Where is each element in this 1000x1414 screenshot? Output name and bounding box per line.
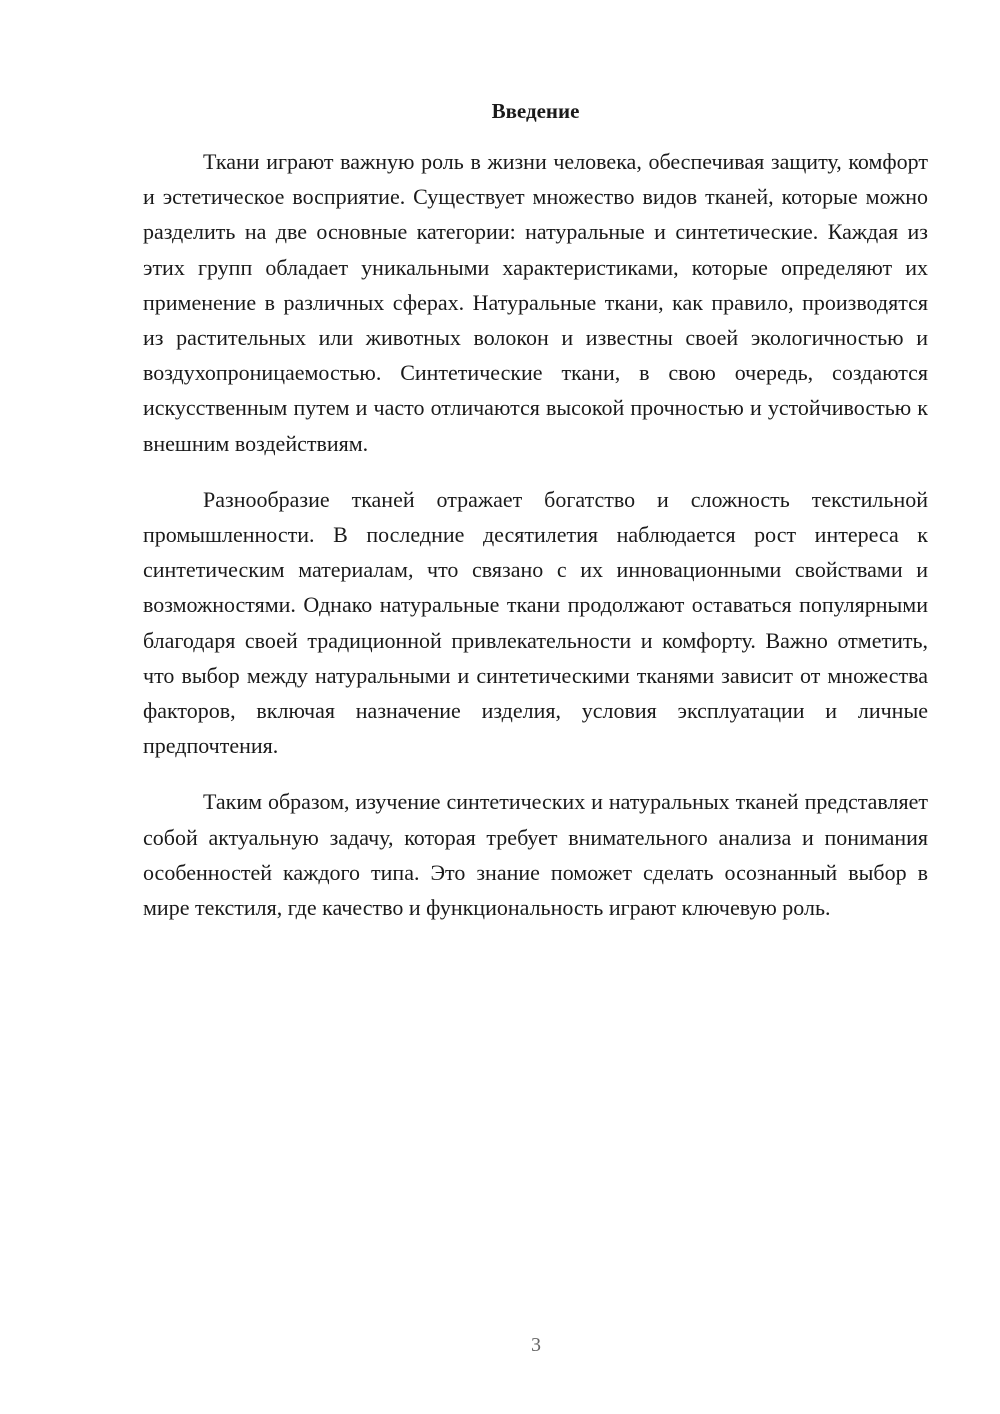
paragraph-conclusion: Таким образом, изучение синтетических и натуральных тканей представляет собой актуальную задачу, которая требует внимательного анализа и понимания особенностей каждого типа. Это знание поможет сделать осознанный выбор в мире текстиля, где качество и функциональность играют ключевую роль. <box>143 789 928 921</box>
paragraph-intro: Ткани играют важную роль в жизни человека, обеспечивая защиту, комфорт и эстетическое восприятие. Существует множество видов тканей, которые можно разделить на две основные категории: натуральные и синтетические. Каждая из этих групп обладает уникальными характеристиками, которые определяют их применение в различных сферах. Натуральные ткани, как правило, производятся из растительных или животных волокон и известны своей экологичностью и воздухопроницаемостью. Синтетические ткани, в свою очередь, создаются искусственным путем и часто отличаются высокой прочностью и устойчивостью к внешним воздействиям. <box>143 149 928 456</box>
paragraph-diversity: Разнообразие тканей отражает богатство и сложность текстильной промышленности. В последние десятилетия наблюдается рост интереса к синтетическим материалам, что связано с их инновационными свойствами и возможностями. Однако натуральные ткани продолжают оставаться популярными благодаря своей традиционной привлекательности и комфорту. Важно отметить, что выбор между натуральными и синтетическими тканями зависит от множества факторов, включая назначение изделия, условия эксплуатации и личные предпочтения. <box>143 486 928 759</box>
page-content <box>143 92 928 946</box>
section-heading: Введение <box>491 99 580 123</box>
page-number: 3 <box>531 1334 541 1356</box>
